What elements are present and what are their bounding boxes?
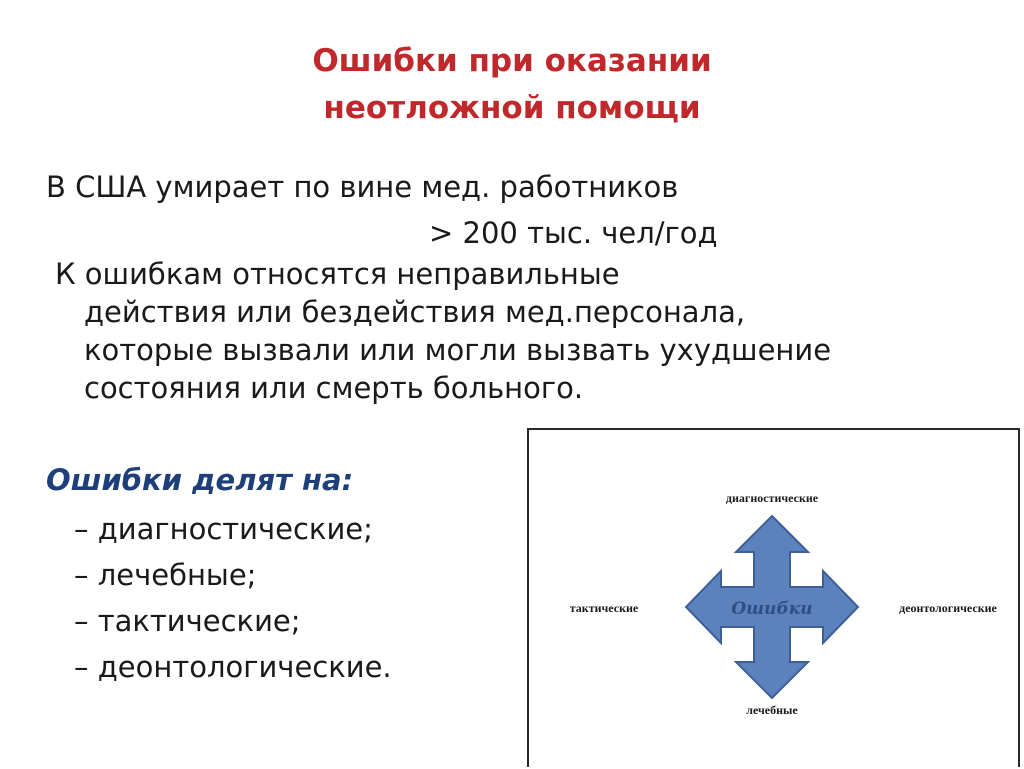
stat-line-1: В США умирает по вине мед. работников xyxy=(46,170,679,204)
definition-line-1: К ошибкам относятся неправильные xyxy=(55,257,620,291)
definition-line-2: действия или бездействия мед.персонала, xyxy=(84,295,746,329)
types-list xyxy=(74,506,392,690)
title-line-1: Ошибки при оказании xyxy=(312,43,712,79)
errors-diagram xyxy=(527,428,1020,767)
diagram-label-right: деонтологические xyxy=(899,601,997,615)
types-item-deontological: – деонтологические. xyxy=(74,650,392,684)
title-line-2: неотложной помощи xyxy=(323,90,701,126)
types-item-tactical: – тактические; xyxy=(74,604,301,638)
errors-diagram-svg xyxy=(529,430,1022,769)
types-item-treatment: – лечебные; xyxy=(74,558,257,592)
diagram-center-label: Ошибки xyxy=(731,599,813,619)
diagram-label-bottom: лечебные xyxy=(746,703,798,717)
types-heading: Ошибки делят на: xyxy=(46,463,354,497)
types-item-diagnostic: – диагностические; xyxy=(74,512,373,546)
definition-line-4: состояния или смерть больного. xyxy=(84,371,584,405)
definition-paragraph xyxy=(55,255,831,407)
stat-line-2: > 200 тыс. чел/год xyxy=(429,216,718,250)
diagram-label-top: диагностические xyxy=(725,491,819,505)
diagram-label-left: тактические xyxy=(569,601,639,615)
slide-title xyxy=(0,38,1024,132)
definition-line-3: которые вызвали или могли вызвать ухудшение xyxy=(84,333,832,367)
